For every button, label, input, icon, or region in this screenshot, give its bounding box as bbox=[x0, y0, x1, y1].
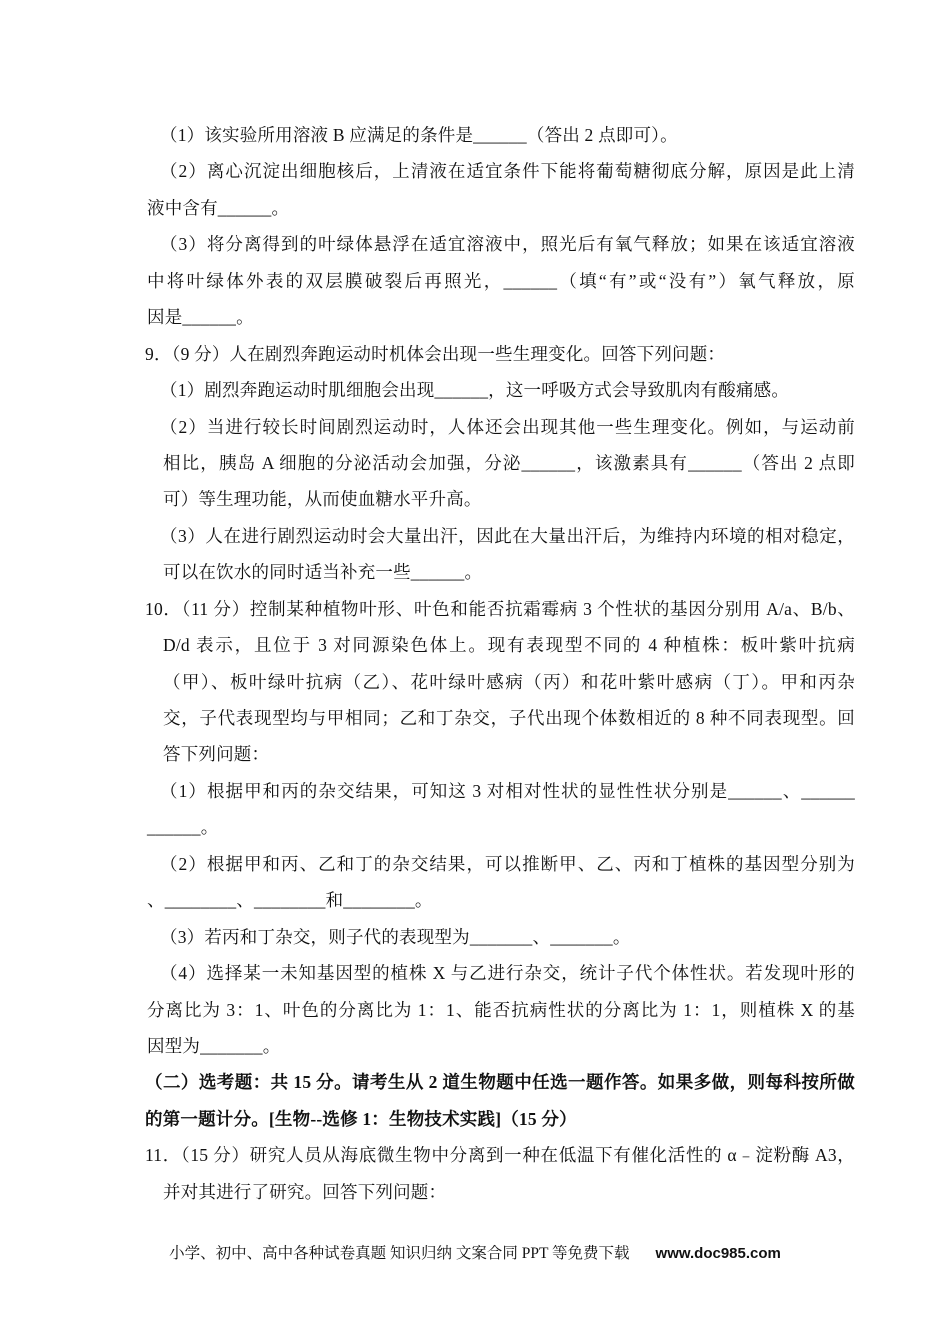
q10-part2: （2）根据甲和丙、乙和丁的杂交结果，可以推断甲、乙、丙和丁植株的基因型分别为 bbox=[160, 853, 855, 874]
q10-part1: （1）根据甲和丙的杂交结果，可知这 3 对相对性状的显性性状分别是______、______ bbox=[160, 780, 855, 801]
q9-stem: 9．（9 分）人在剧烈奔跑运动时机体会出现一些生理变化。回答下列问题： bbox=[145, 343, 726, 364]
q10-stem-cont4: 答下列问题： bbox=[163, 744, 270, 765]
q10-part1-cont: ______。 bbox=[147, 817, 219, 838]
q9-part2-cont2: 可）等生理功能，从而使血糖水平升高。 bbox=[163, 489, 482, 510]
q10-part4-cont1: 分离比为 3：1、叶色的分离比为 1：1、能否抗病性状的分离比为 1：1，则植株 X 的基 bbox=[147, 999, 855, 1020]
q9-part2-cont1: 相比，胰岛 A 细胞的分泌活动会加强，分泌______，该激素具有______（答出 2 点即 bbox=[163, 452, 855, 473]
footer bbox=[0, 1244, 950, 1264]
section-2-header-cont: 的第一题计分。[生物--选修 1：生物技术实践]（15 分） bbox=[145, 1108, 577, 1129]
q11-stem-cont: 并对其进行了研究。回答下列问题： bbox=[163, 1181, 447, 1202]
q10-part2-cont: 、________、________和________。 bbox=[147, 890, 433, 911]
q10-stem-cont1: D/d 表示，且位于 3 对同源染色体上。现有表现型不同的 4 种植株：板叶紫叶抗病 bbox=[163, 635, 855, 656]
q9-part3-cont: 可以在饮水的同时适当补充一些______。 bbox=[163, 562, 483, 583]
section-2-header: （二）选考题：共 15 分。请考生从 2 道生物题中任选一题作答。如果多做，则每科按所做 bbox=[145, 1072, 855, 1093]
q10-stem-cont3: 交，子代表现型均与甲相同；乙和丁杂交，子代出现个体数相近的 8 种不同表现型。回 bbox=[163, 708, 855, 728]
q8-part3-cont2: 因是______。 bbox=[147, 307, 254, 328]
q10-stem-cont2: （甲）、板叶绿叶抗病（乙）、花叶绿叶感病（丙）和花叶紫叶感病（丁）。甲和丙杂 bbox=[163, 671, 855, 692]
q10-part3: （3）若丙和丁杂交，则子代的表现型为_______、_______。 bbox=[160, 926, 631, 947]
q8-part1: （1）该实验所用溶液 B 应满足的条件是______（答出 2 点即可）。 bbox=[160, 125, 678, 145]
footer-site-url: www.doc985.com bbox=[655, 1245, 781, 1262]
q10-part4-cont2: 因型为_______。 bbox=[147, 1035, 281, 1056]
q8-part3-cont1: 中将叶绿体外表的双层膜破裂后再照光，______（填“有”或“没有”）氧气释放，原 bbox=[147, 270, 855, 291]
q11-stem: 11．（15 分）研究人员从海底微生物中分离到一种在低温下有催化活性的 α﹣淀粉酶 A3， bbox=[145, 1145, 855, 1166]
footer-info-text: 小学、初中、高中各种试卷真题 知识归纳 文案合同 PPT 等免费下载 bbox=[169, 1245, 630, 1262]
q9-part1: （1）剧烈奔跑运动时肌细胞会出现______，这一呼吸方式会导致肌肉有酸痛感。 bbox=[160, 380, 790, 401]
q8-part2: （2）离心沉淀出细胞核后，上清液在适宜条件下能将葡萄糖彻底分解，原因是此上清 bbox=[160, 161, 855, 182]
q9-part3: （3）人在进行剧烈运动时会大量出汗，因此在大量出汗后，为维持内环境的相对稳定， bbox=[160, 525, 855, 546]
q8-part2-cont: 液中含有______。 bbox=[147, 197, 290, 218]
q10-stem: 10．（11 分）控制某种植物叶形、叶色和能否抗霜霉病 3 个性状的基因分别用 A/a、B/b、 bbox=[145, 598, 855, 619]
q10-part4: （4）选择某一未知基因型的植株 X 与乙进行杂交，统计子代个体性状。若发现叶形的 bbox=[160, 963, 855, 984]
q8-part3: （3）将分离得到的叶绿体悬浮在适宜溶液中，照光后有氧气释放；如果在该适宜溶液 bbox=[160, 234, 855, 255]
q9-part2: （2）当进行较长时间剧烈运动时，人体还会出现其他一些生理变化。例如，与运动前 bbox=[160, 416, 855, 437]
